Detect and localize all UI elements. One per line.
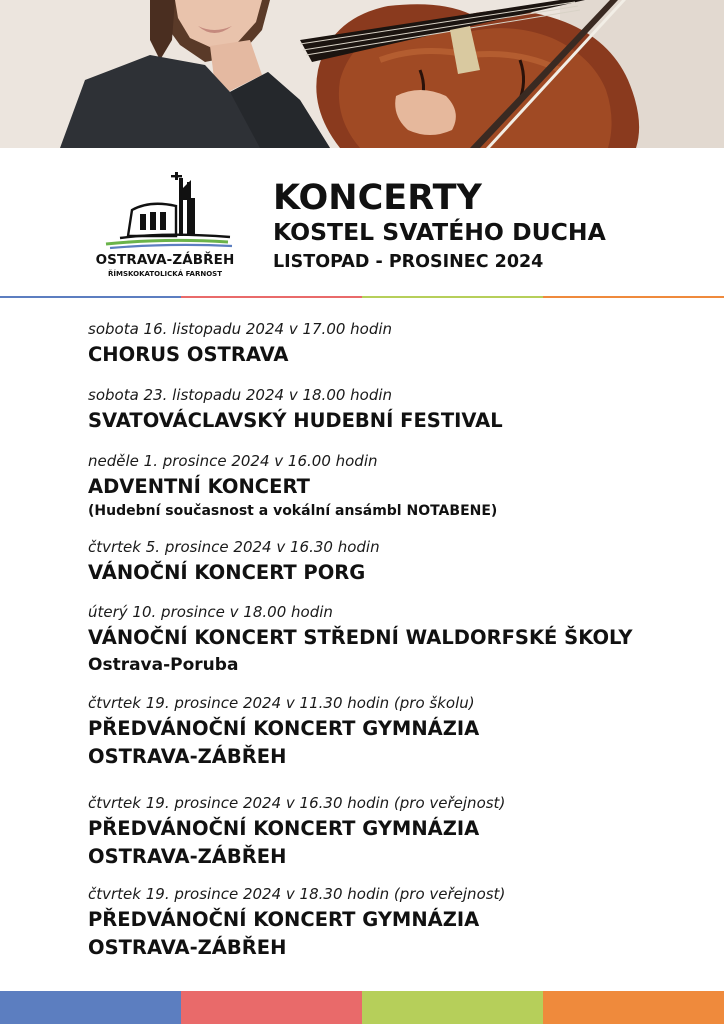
footer-stripe-blue	[0, 991, 181, 1024]
poster-venue: KOSTEL SVATÉHO DUCHA	[273, 218, 606, 246]
event-title: SVATOVÁCLAVSKÝ HUDEBNÍ FESTIVAL	[88, 409, 503, 432]
event-date: neděle 1. prosince 2024 v 16.00 hodin	[88, 452, 378, 470]
event-subtitle: (Hudební současnost a vokální ansámbl NOTABENE)	[88, 503, 498, 519]
event-title: PŘEDVÁNOČNÍ KONCERT GYMNÁZIA	[88, 817, 480, 840]
poster-title: KONCERTY	[273, 178, 482, 218]
event-item	[88, 386, 503, 435]
event-item	[88, 452, 497, 521]
event-title: CHORUS OSTRAVA	[88, 343, 289, 366]
footer-stripe-orange	[543, 991, 724, 1024]
event-title: PŘEDVÁNOČNÍ KONCERT GYMNÁZIA	[88, 908, 480, 931]
event-subtitle: Ostrava-Poruba	[88, 655, 239, 675]
event-item	[88, 794, 505, 871]
color-divider	[0, 296, 724, 298]
event-item	[88, 885, 505, 962]
church-icon	[80, 158, 250, 250]
event-date: sobota 16. listopadu 2024 v 17.00 hodin	[88, 320, 393, 338]
event-title: VÁNOČNÍ KONCERT STŘEDNÍ WALDORFSKÉ ŠKOLY	[88, 626, 633, 649]
footer-color-bar	[0, 991, 724, 1024]
event-date: čtvrtek 19. prosince 2024 v 11.30 hodin (pro školu)	[88, 694, 475, 712]
event-title: ADVENTNÍ KONCERT	[88, 475, 310, 498]
parish-logo	[80, 158, 250, 283]
event-item	[88, 538, 380, 587]
event-item	[88, 694, 479, 771]
event-title: VÁNOČNÍ KONCERT PORG	[88, 561, 366, 584]
footer-stripe-red	[181, 991, 362, 1024]
logo-name: OSTRAVA-ZÁBŘEH	[95, 252, 235, 268]
event-date: sobota 23. listopadu 2024 v 18.00 hodin	[88, 386, 393, 404]
footer-stripe-green	[362, 991, 543, 1024]
header-photo-violinist	[0, 0, 724, 148]
event-item	[88, 603, 633, 678]
poster-period: LISTOPAD - PROSINEC 2024	[273, 252, 544, 272]
event-title-line2: OSTRAVA-ZÁBŘEH	[88, 845, 287, 868]
event-date: čtvrtek 19. prosince 2024 v 18.30 hodin (pro veřejnost)	[88, 885, 506, 903]
event-title-line2: OSTRAVA-ZÁBŘEH	[88, 745, 287, 768]
event-date: čtvrtek 5. prosince 2024 v 16.30 hodin	[88, 538, 380, 556]
logo-subtitle: ŘÍMSKOKATOLICKÁ FARNOST	[108, 270, 222, 278]
poster-heading	[273, 178, 606, 274]
event-title-line2: OSTRAVA-ZÁBŘEH	[88, 936, 287, 959]
event-title: PŘEDVÁNOČNÍ KONCERT GYMNÁZIA	[88, 717, 480, 740]
event-date: úterý 10. prosince v 18.00 hodin	[88, 603, 333, 621]
event-item	[88, 320, 392, 369]
event-date: čtvrtek 19. prosince 2024 v 16.30 hodin (pro veřejnost)	[88, 794, 506, 812]
